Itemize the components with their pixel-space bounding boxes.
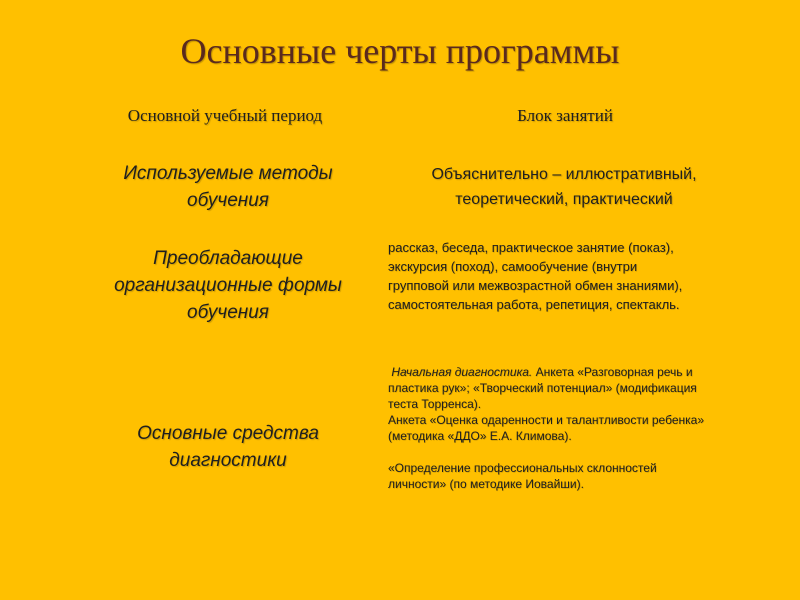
diagnostics-line5: (методика «ДДО» Е.А. Климова). — [388, 429, 572, 443]
row-value-methods-line2: теоретический, практический — [455, 191, 673, 208]
diagnostics-line6: «Определение профессиональных склонностей — [388, 461, 657, 475]
row-label-forms-line1: Преобладающие — [153, 248, 303, 269]
row-value-methods — [388, 162, 740, 212]
diagnostics-line3: теста Торренса). — [388, 397, 482, 411]
diagnostics-line1 — [388, 364, 748, 380]
diagnostics-initial-label: Начальная диагностика. — [391, 365, 533, 379]
row-label-forms-line2: организационные формы — [114, 275, 342, 296]
row-value-methods-line1: Объяснительно – иллюстративный, — [431, 166, 697, 183]
diagnostics-spacer — [388, 444, 748, 460]
slide-title: Основные черты программы — [180, 31, 620, 71]
row-label-methods-line2: обучения — [187, 190, 269, 211]
row-label-forms — [78, 245, 378, 326]
diagnostics-line7: личности» (по методике Иовайши). — [388, 477, 584, 491]
column-header-block: Блок занятий — [517, 106, 613, 125]
row-label-methods — [78, 160, 378, 214]
row-value-forms-line3: групповой или межвозрастной обмен знаниями), — [388, 278, 683, 293]
diagnostics-line2: пластика рук»; «Творческий потенциал» (модификация — [388, 381, 697, 395]
row-label-diagnostics — [78, 420, 378, 474]
row-label-methods-line1: Используемые методы — [123, 163, 333, 184]
diagnostics-line4: Анкета «Оценка одаренности и талантливости ребенка» — [388, 413, 704, 427]
row-value-forms-line4: самостоятельная работа, репетиция, спектакль. — [388, 297, 680, 312]
row-value-forms-line1: рассказ, беседа, практическое занятие (показ), — [388, 240, 674, 255]
diagnostics-line1-rest: Анкета «Разговорная речь и — [532, 365, 693, 379]
row-label-diagnostics-line1: Основные средства — [137, 423, 319, 444]
row-value-forms — [388, 238, 748, 314]
row-label-diagnostics-line2: диагностики — [169, 450, 287, 471]
column-header-period: Основной учебный период — [127, 106, 323, 125]
row-value-diagnostics — [388, 364, 748, 492]
row-label-forms-line3: обучения — [187, 302, 269, 323]
row-value-forms-line2: экскурсия (поход), самообучение (внутри — [388, 259, 638, 274]
